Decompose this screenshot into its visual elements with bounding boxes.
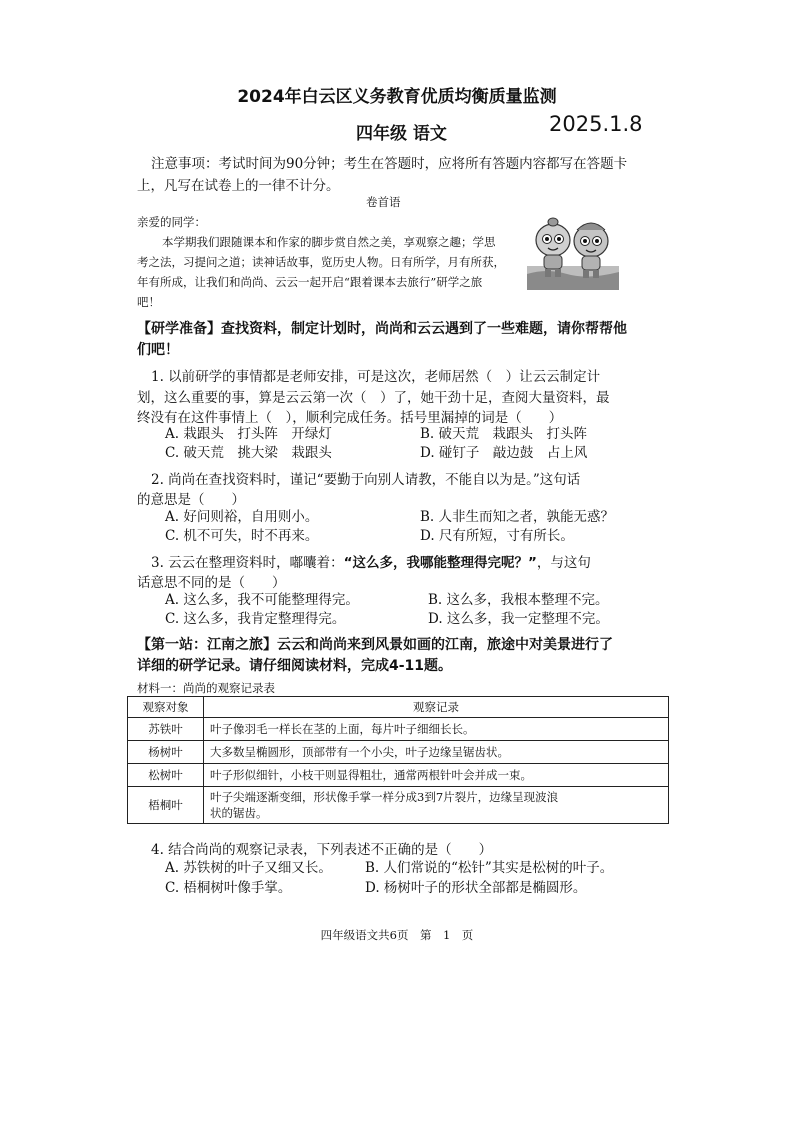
q3-option-b: B. 这么多，我根本整理不完。 [428,592,609,608]
q3-option-d: D. 这么多，我一定整理不完。 [428,611,609,627]
row-object: 杨树叶 [128,741,204,764]
q2-line-1: 2. 尚尚在查找资料时，谨记“要勤于向别人请教，不能自以为是。”这句话 [151,472,581,488]
row-record [204,787,669,824]
col-header-object: 观察对象 [128,697,204,718]
col-header-record: 观察记录 [204,697,669,718]
row-record-line-1: 叶子尖端逐渐变细，形状像手掌一样分成3到7片裂片，边缘呈现波浪 [210,790,559,804]
q1-option-b: B. 破天荒 栽跟头 打头阵 [420,426,588,442]
exam-title: 2024年白云区义务教育优质均衡质量监测 [237,87,557,107]
q1-line-3: 终没有在这件事情上（ ），顺利完成任务。括号里漏掉的词是（ ） [137,410,563,426]
q4-option-c: C. 梧桐树叶像手掌。 [165,880,292,896]
row-object: 梧桐叶 [128,787,204,824]
q4-option-d: D. 杨树叶子的形状全部都是椭圆形。 [365,880,587,896]
grade-subject: 四年级 语文 [356,124,447,144]
preface-title: 卷首语 [366,195,401,209]
preface-line-2: 考之法，习提问之道；读神话故事，览历史人物。日有所学，月有所获， [137,255,505,269]
q4-option-a: A. 苏铁树的叶子又细又长。 [165,860,332,876]
q1-option-a: A. 栽跟头 打头阵 开绿灯 [165,426,332,442]
table-row [128,787,669,824]
section-heading-jiangnan-2: 详细的研学记录。请仔细阅读材料，完成4-11题。 [137,658,453,674]
q3-line-2: 话意思不同的是（ ） [137,575,286,591]
row-record-line-2: 状的锯齿。 [210,806,268,820]
q1-line-2: 划，这么重要的事，算是云云第一次（ ）了，她干劲十足，查阅大量资料，最 [137,390,610,406]
q2-line-2: 的意思是（ ） [137,492,245,508]
section-heading-preparation-2: 们吧！ [137,342,179,358]
q3-option-a: A. 这么多，我不可能整理得完。 [165,592,359,608]
q1-line-1: 1. 以前研学的事情都是老师安排，可是这次，老师居然（ ）让云云制定计 [151,369,601,385]
q1-option-d: D. 碰钉子 敲边鼓 占上风 [420,445,588,461]
notice-line-1: 注意事项：考试时间为90分钟；考生在答题时，应将所有答题内容都写在答题卡 [151,156,628,172]
table-row [128,718,669,741]
preface-greeting: 亲爱的同学： [137,215,206,229]
q2-option-a: A. 好问则裕，自用则小。 [165,509,319,525]
row-record: 大多数呈椭圆形，顶部带有一个小尖，叶子边缘呈锯齿状。 [204,741,669,764]
table-row [128,764,669,787]
q2-option-d: D. 尺有所短，寸有所长。 [420,528,574,544]
q4-option-b: B. 人们常说的“松针”其实是松树的叶子。 [365,860,614,876]
preface-line-4: 吧！ [137,295,160,309]
q2-option-b: B. 人非生而知之者，孰能无惑？ [420,509,615,525]
row-record: 叶子像羽毛一样长在茎的上面，每片叶子细细长长。 [204,718,669,741]
q2-option-c: C. 机不可失，时不再来。 [165,528,319,544]
preface-line-3: 年有所成，让我们和尚尚、云云一起开启“跟着课本去旅行”研学之旅 [137,275,483,289]
q4-line: 4. 结合尚尚的观察记录表，下列表述不正确的是（ ） [151,842,493,858]
q3-quote: “这么多，我哪能整理得完呢？” [343,555,537,571]
section-heading-jiangnan-1: 【第一站：江南之旅】云云和尚尚来到风景如画的江南，旅途中对美景进行了 [137,637,613,653]
row-object: 苏铁叶 [128,718,204,741]
material-1-label: 材料一：尚尚的观察记录表 [137,681,275,695]
mascot-illustration [527,214,619,290]
observation-table [127,696,669,824]
q3-option-c: C. 这么多，我肯定整理得完。 [165,611,346,627]
section-heading-preparation-1: 【研学准备】查找资料，制定计划时，尚尚和云云遇到了一些难题，请你帮帮他 [137,321,627,337]
q3-line-1-c: ，与这句 [536,555,591,571]
preface-line-1: 本学期我们跟随课本和作家的脚步赏自然之美，享观察之趣；学思 [162,235,496,249]
row-object: 松树叶 [128,764,204,787]
table-row [128,741,669,764]
q1-option-c: C. 破天荒 挑大梁 栽跟头 [165,445,332,461]
notice-line-2: 上，凡写在试卷上的一律不计分。 [137,178,340,194]
handwritten-date: 2025.1.8 [549,112,643,136]
q3-line-1-a: 3. 云云在整理资料时，嘟囔着： [151,555,344,571]
row-record: 叶子形似细针，小枝干则显得粗壮，通常两根针叶会并成一束。 [204,764,669,787]
q3-line-1 [151,551,591,571]
page-footer: 四年级语文共6页 第 1 页 [320,928,474,942]
